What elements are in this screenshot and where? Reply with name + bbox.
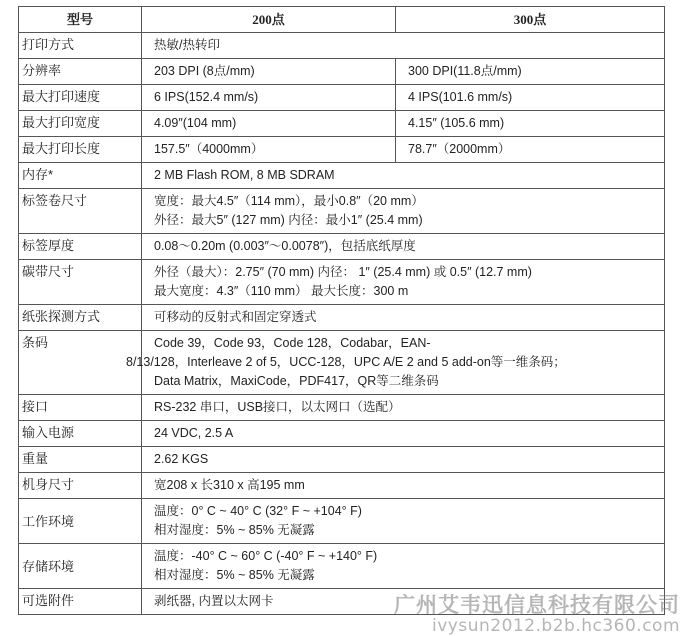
row-weight: [19, 447, 665, 473]
row-memory: [19, 163, 665, 189]
row-value: 2.62 KGS: [142, 447, 665, 473]
row-label-thickness: [19, 234, 665, 260]
row-label: 输入电源: [19, 421, 142, 447]
row-media-sensor: [19, 305, 665, 331]
row-label: 最大打印长度: [19, 137, 142, 163]
row-label: 内存*: [19, 163, 142, 189]
value-200dpi: 6 IPS(152.4 mm/s): [142, 85, 396, 111]
row-power-input: [19, 421, 665, 447]
value-line: 外径（最大）：2.75″ (70 mm) 内径： 1″ (25.4 mm) 或 0.5″ (12.7 mm): [154, 265, 532, 279]
value-300dpi: 78.7″（2000mm）: [396, 137, 665, 163]
row-value: [142, 260, 665, 305]
row-value: [126, 331, 665, 395]
row-barcodes: [19, 331, 665, 395]
row-value: 剥纸器, 内置以太网卡: [142, 589, 665, 615]
row-label: 工作环境: [19, 499, 142, 544]
row-label: 分辨率: [19, 59, 142, 85]
value-line: Data Matrix，MaxiCode，PDF417，QR等二维条码: [154, 374, 439, 388]
row-value: 2 MB Flash ROM, 8 MB SDRAM: [142, 163, 665, 189]
row-value: 0.08～0.20m (0.003″～0.0078″)，包括底纸厚度: [142, 234, 665, 260]
row-label: 可选附件: [19, 589, 142, 615]
value-line: 宽度：最大4.5″（114 mm），最小0.8″（20 mm）: [154, 194, 424, 208]
value-line: 8/13/128，Interleave 2 of 5，UCC-128，UPC A/E 2 and 5 add-on等一维条码；: [126, 355, 566, 369]
value-line: 相对湿度：5% ~ 85% 无凝露: [154, 523, 315, 537]
row-value: [142, 544, 665, 589]
value-200dpi: 203 DPI (8点/mm): [142, 59, 396, 85]
row-label: 接口: [19, 395, 142, 421]
row-dimensions: [19, 473, 665, 499]
value-line: 相对湿度：5% ~ 85% 无凝露: [154, 568, 315, 582]
row-value: [142, 499, 665, 544]
row-label: 条码: [19, 331, 142, 395]
value-line: 外径：最大5″ (127 mm) 内径：最小1″ (25.4 mm): [154, 213, 423, 227]
row-label: 存储环境: [19, 544, 142, 589]
row-label: 碳带尺寸: [19, 260, 142, 305]
row-value: 可移动的反射式和固定穿透式: [142, 305, 665, 331]
row-options: [19, 589, 665, 615]
row-interface: [19, 395, 665, 421]
row-value: 24 VDC, 2.5 A: [142, 421, 665, 447]
watermark-url: ivysun2012.b2b.hc360.com: [432, 616, 680, 636]
row-max-width: [19, 111, 665, 137]
row-ribbon-size: [19, 260, 665, 305]
row-label: 纸张探测方式: [19, 305, 142, 331]
spec-table: [18, 6, 665, 615]
value-line: 温度：-40° C ~ 60° C (-40° F ~ +140° F): [154, 549, 378, 563]
header-200dpi: 200点: [142, 7, 396, 33]
value-300dpi: 4 IPS(101.6 mm/s): [396, 85, 665, 111]
value-line: 温度：0° C ~ 40° C (32° F ~ +104° F): [154, 504, 362, 518]
value-300dpi: 4.15″ (105.6 mm): [396, 111, 665, 137]
row-value: RS-232 串口，USB接口，以太网口（选配）: [142, 395, 665, 421]
row-label: 最大打印宽度: [19, 111, 142, 137]
row-value: 热敏/热转印: [142, 33, 665, 59]
watermark-company: 广州艾韦迅信息科技有限公司: [394, 593, 680, 617]
row-storage-env: [19, 544, 665, 589]
row-max-length: [19, 137, 665, 163]
row-label: 最大打印速度: [19, 85, 142, 111]
row-label: 标签厚度: [19, 234, 142, 260]
row-label: 打印方式: [19, 33, 142, 59]
row-label: 重量: [19, 447, 142, 473]
row-resolution: [19, 59, 665, 85]
value-300dpi: 300 DPI(11.8点/mm): [396, 59, 665, 85]
row-label: 标签卷尺寸: [19, 189, 142, 234]
row-value: 宽208 x 长310 x 高195 mm: [142, 473, 665, 499]
value-200dpi: 157.5″（4000mm）: [142, 137, 396, 163]
row-operating-env: [19, 499, 665, 544]
header-model: 型号: [19, 7, 142, 33]
row-label: 机身尺寸: [19, 473, 142, 499]
row-label-roll-size: [19, 189, 665, 234]
value-line: 最大宽度：4.3″（110 mm） 最大长度：300 m: [154, 284, 409, 298]
value-200dpi: 4.09″(104 mm): [142, 111, 396, 137]
header-row: [19, 7, 665, 33]
row-max-speed: [19, 85, 665, 111]
header-300dpi: 300点: [396, 7, 665, 33]
row-value: [142, 189, 665, 234]
row-print-method: [19, 33, 665, 59]
value-line: Code 39，Code 93，Code 128，Codabar，EAN-: [154, 336, 431, 350]
